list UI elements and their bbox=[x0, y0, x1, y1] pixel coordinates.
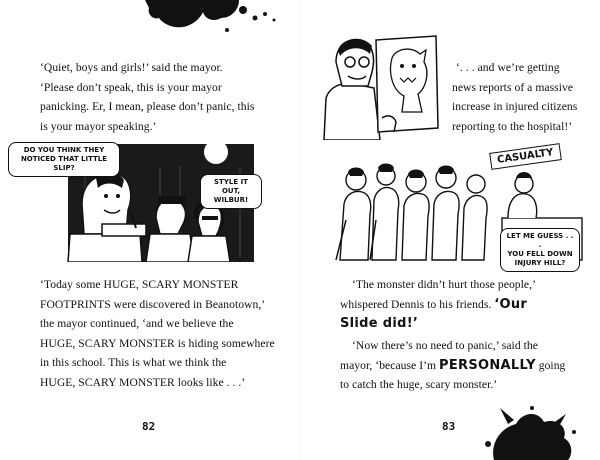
bubble-line: WILBUR! bbox=[213, 196, 249, 204]
text-span: mayor, ‘because I’m bbox=[340, 358, 440, 372]
right-page bbox=[300, 0, 600, 460]
bubble-line: STYLE IT OUT, bbox=[214, 178, 248, 195]
text-line: ‘Today some HUGE, SCARY MONSTER bbox=[40, 278, 239, 291]
casualty-sign: CASUALTY bbox=[489, 143, 561, 170]
speech-bubble-nurse bbox=[500, 228, 580, 272]
text-line: panicking. Er, I mean, please don’t panic, this bbox=[40, 100, 255, 113]
ink-splat-bottom-decoration bbox=[478, 404, 578, 460]
text-line: reporting to the hospital!’ bbox=[452, 119, 573, 133]
text-line: news reports of a massive bbox=[452, 80, 574, 94]
text-span: going bbox=[535, 358, 566, 372]
text-line: ‘Now there’s no need to panic,’ said the bbox=[352, 339, 538, 352]
text-line bbox=[340, 314, 598, 334]
text-span: whispered Dennis to his friends. bbox=[340, 297, 495, 311]
mayor-with-monster-poster-illustration bbox=[322, 28, 440, 140]
handwritten-text: Slide did!’ bbox=[340, 316, 419, 331]
bubble-line: INJURY HILL? bbox=[514, 259, 566, 267]
text-line bbox=[340, 295, 598, 315]
handwritten-text: PERSONALLY bbox=[439, 357, 536, 373]
text-line: ‘Please don’t speak, this is your mayor bbox=[40, 80, 222, 94]
bubble-line: NOTICED THAT LITTLE SLIP? bbox=[20, 155, 108, 172]
bubble-line: DO YOU THINK THEY bbox=[23, 146, 105, 154]
text-line: in this school. This is what we think the bbox=[40, 356, 227, 369]
text-line: HUGE, SCARY MONSTER is hiding somewhere bbox=[40, 336, 275, 350]
speech-bubble-right bbox=[200, 174, 262, 209]
ink-splat-top-decoration bbox=[135, 0, 285, 40]
page-number-left: 82 bbox=[142, 420, 156, 433]
text-line: is your mayor speaking.’ bbox=[40, 119, 157, 133]
right-paragraph-3 bbox=[340, 336, 598, 395]
page-number-right: 83 bbox=[442, 420, 456, 433]
text-line: the mayor continued, ‘and we believe the bbox=[40, 317, 234, 330]
text-line: to catch the huge, scary monster.’ bbox=[340, 378, 498, 391]
text-line bbox=[340, 356, 598, 376]
left-paragraph-1 bbox=[40, 58, 280, 136]
handwritten-text: ‘Our bbox=[494, 296, 528, 312]
bubble-line: YOU FELL DOWN bbox=[507, 250, 573, 258]
bubble-line: LET ME GUESS . . . bbox=[506, 232, 574, 249]
text-line: FOOTPRINTS were discovered in Beanotown,’ bbox=[40, 297, 266, 311]
text-line: increase in injured citizens bbox=[452, 100, 578, 113]
text-line: ‘Quiet, boys and girls!’ said the mayor. bbox=[40, 61, 223, 74]
text-line: ‘The monster didn’t hurt those people,’ bbox=[352, 278, 536, 291]
right-paragraph-1 bbox=[452, 58, 597, 136]
text-line: HUGE, SCARY MONSTER looks like . . .’ bbox=[40, 375, 246, 389]
text-line: ‘. . . and we’re getting bbox=[456, 61, 560, 74]
right-paragraph-2 bbox=[340, 275, 598, 334]
speech-bubble-left bbox=[8, 142, 120, 177]
left-paragraph-2 bbox=[40, 275, 290, 392]
